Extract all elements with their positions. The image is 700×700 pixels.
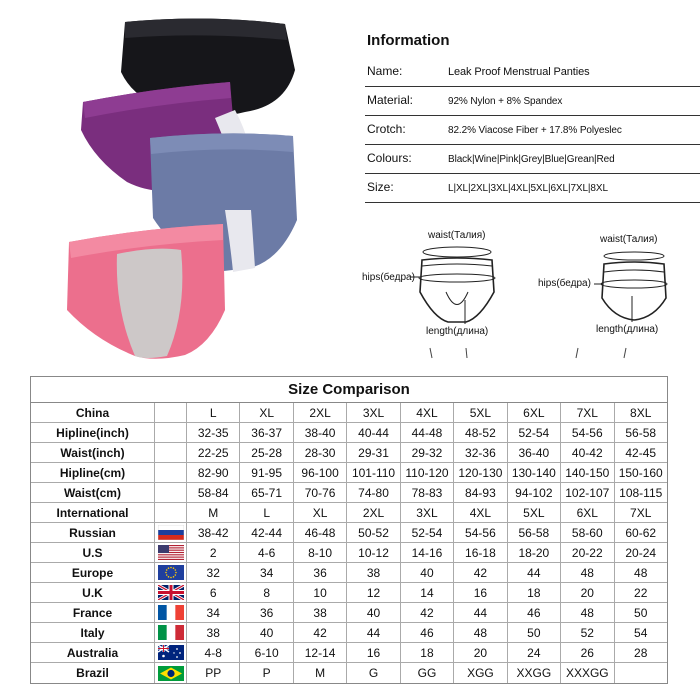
table-cell: 4-6: [240, 543, 293, 562]
table-row: [31, 663, 667, 683]
info-value: Black|Wine|Pink|Grey|Blue|Grean|Red: [448, 154, 615, 165]
table-cell: 18: [401, 643, 454, 662]
size-table-body: [31, 403, 667, 683]
info-row-size: [365, 174, 700, 203]
info-row-name: [365, 58, 700, 87]
table-cell: 40: [401, 563, 454, 582]
info-row-colours: [365, 145, 700, 174]
table-cell: 42-45: [625, 445, 657, 460]
table-cell: 120-130: [454, 463, 507, 482]
waist-label: waist(Талия): [600, 234, 658, 245]
table-cell: 44-48: [401, 423, 454, 442]
table-cell: PP: [187, 663, 240, 683]
table-cell: 6: [187, 583, 240, 602]
measurement-diagram-left: [362, 222, 532, 362]
table-cell: 84-93: [454, 483, 507, 502]
table-cell: XXGG: [508, 663, 561, 683]
table-cell: 38-40: [294, 423, 347, 442]
table-cell: 94-102: [508, 483, 561, 502]
table-row: [31, 423, 667, 443]
table-row: [31, 583, 667, 603]
table-cell: 52-54: [508, 423, 561, 442]
table-row: [31, 623, 667, 643]
table-cell: 5XL: [508, 503, 561, 522]
row-label: U.S: [31, 543, 155, 562]
table-cell: 20-24: [625, 545, 657, 560]
table-cell: 36: [294, 563, 347, 582]
table-cell: 42: [294, 623, 347, 642]
table-cell: 44: [454, 603, 507, 622]
flag-cell: [155, 483, 187, 502]
table-cell: 54-56: [561, 423, 614, 442]
table-cell: 4XL: [454, 503, 507, 522]
table-cell: 36: [240, 603, 293, 622]
table-cell: 20-22: [561, 543, 614, 562]
table-cell: 38: [294, 603, 347, 622]
table-cell: 54-56: [454, 523, 507, 542]
table-cell: 44: [508, 563, 561, 582]
table-cell: 32-35: [187, 423, 240, 442]
table-cell: 48: [634, 565, 648, 580]
info-label: Name:: [367, 64, 403, 78]
table-cell: 60-62: [625, 525, 657, 540]
table-cell: 38: [347, 563, 400, 582]
table-row: [31, 403, 667, 423]
table-cell: 10: [294, 583, 347, 602]
table-cell: 8: [240, 583, 293, 602]
flag-cell: [155, 463, 187, 482]
table-cell: 46: [508, 603, 561, 622]
table-row: [31, 543, 667, 563]
table-cell: 58-60: [561, 523, 614, 542]
table-cell: XL: [294, 503, 347, 522]
table-cell: 3XL: [347, 403, 400, 422]
product-photo: [55, 10, 350, 365]
uk-flag-icon: [158, 585, 184, 600]
row-label: U.K: [31, 583, 155, 602]
table-cell: 108-115: [619, 485, 663, 500]
table-row: [31, 643, 667, 663]
row-label: Waist(inch): [31, 443, 155, 462]
table-cell: 12: [347, 583, 400, 602]
table-cell: 102-107: [561, 483, 614, 502]
france-flag-icon: [158, 605, 184, 620]
flag-cell: [155, 603, 187, 622]
table-cell: 36-40: [508, 443, 561, 462]
table-cell: 16: [454, 583, 507, 602]
table-cell: 14-16: [401, 543, 454, 562]
table-cell: 29-32: [401, 443, 454, 462]
table-cell: 6-10: [240, 643, 293, 662]
table-cell: 34: [187, 603, 240, 622]
row-label: Hipline(cm): [31, 463, 155, 482]
table-cell: 18: [508, 583, 561, 602]
length-label: length(длина): [426, 326, 489, 337]
table-cell: 140-150: [561, 463, 614, 482]
row-label: Brazil: [31, 663, 155, 683]
table-cell: 56-58: [625, 425, 657, 440]
italy-flag-icon: [158, 625, 184, 640]
table-cell: [615, 663, 667, 683]
flag-cell: [155, 543, 187, 562]
table-cell: 36-37: [240, 423, 293, 442]
size-table-title: Size Comparison: [31, 377, 667, 403]
flag-cell: [155, 503, 187, 522]
australia-flag-icon: [158, 645, 184, 660]
table-cell: 48: [561, 603, 614, 622]
pink-panty-image: [67, 224, 225, 359]
info-label: Crotch:: [367, 122, 406, 136]
table-cell: 28-30: [294, 443, 347, 462]
table-cell: 50: [634, 605, 648, 620]
table-cell: L: [240, 503, 293, 522]
table-cell: 130-140: [508, 463, 561, 482]
table-cell: 26: [561, 643, 614, 662]
row-label: China: [31, 403, 155, 422]
table-cell: 7XL: [630, 505, 652, 520]
table-row: [31, 603, 667, 623]
table-cell: 48-52: [454, 423, 507, 442]
table-cell: 14: [401, 583, 454, 602]
info-value: L|XL|2XL|3XL|4XL|5XL|6XL|7XL|8XL: [448, 183, 608, 194]
table-cell: XL: [240, 403, 293, 422]
row-label: Hipline(inch): [31, 423, 155, 442]
table-cell: 40-42: [561, 443, 614, 462]
table-cell: 7XL: [561, 403, 614, 422]
table-cell: 20: [454, 643, 507, 662]
hips-label: hips(бедра): [538, 278, 591, 289]
brazil-flag-icon: [158, 666, 184, 681]
table-cell: GG: [401, 663, 454, 683]
table-cell: 38-42: [187, 523, 240, 542]
table-cell: 4-8: [187, 643, 240, 662]
row-label: Europe: [31, 563, 155, 582]
info-value: 92% Nylon + 8% Spandex: [448, 96, 563, 107]
hips-label: hips(бедра): [362, 272, 415, 283]
table-cell: 78-83: [401, 483, 454, 502]
table-cell: 40-44: [347, 423, 400, 442]
table-row: [31, 503, 667, 523]
size-comparison-table: [30, 376, 668, 684]
table-cell: 54: [634, 625, 648, 640]
info-label: Material:: [367, 93, 414, 107]
table-cell: 101-110: [347, 463, 400, 482]
table-cell: 52-54: [401, 523, 454, 542]
row-label: Russian: [31, 523, 155, 542]
table-cell: 8XL: [630, 405, 652, 420]
table-row: [31, 463, 667, 483]
table-cell: 46: [401, 623, 454, 642]
table-cell: 52: [561, 623, 614, 642]
russia-flag-icon: [158, 525, 184, 540]
row-label: International: [31, 503, 155, 522]
table-cell: 24: [508, 643, 561, 662]
flag-cell: [155, 663, 187, 683]
table-row: [31, 523, 667, 543]
table-cell: 16-18: [454, 543, 507, 562]
table-cell: 48: [561, 563, 614, 582]
table-cell: 40: [347, 603, 400, 622]
table-cell: 82-90: [187, 463, 240, 482]
usa-flag-icon: [158, 545, 184, 560]
info-row-material: [365, 87, 700, 116]
table-cell: 22-25: [187, 443, 240, 462]
flag-cell: [155, 643, 187, 662]
table-row: [31, 483, 667, 503]
table-cell: 18-20: [508, 543, 561, 562]
flag-cell: [155, 623, 187, 642]
table-cell: 65-71: [240, 483, 293, 502]
table-cell: 40: [240, 623, 293, 642]
table-cell: XGG: [454, 663, 507, 683]
info-label: Colours:: [367, 151, 412, 165]
table-cell: 91-95: [240, 463, 293, 482]
table-cell: 32-36: [454, 443, 507, 462]
table-cell: 110-120: [401, 463, 454, 482]
flag-cell: [155, 583, 187, 602]
table-cell: G: [347, 663, 400, 683]
table-cell: 70-76: [294, 483, 347, 502]
table-cell: 8-10: [294, 543, 347, 562]
table-cell: P: [240, 663, 293, 683]
table-cell: 74-80: [347, 483, 400, 502]
table-cell: 3XL: [401, 503, 454, 522]
table-cell: 28: [634, 645, 648, 660]
row-label: Australia: [31, 643, 155, 662]
table-cell: 29-31: [347, 443, 400, 462]
table-cell: 20: [561, 583, 614, 602]
table-cell: 2: [187, 543, 240, 562]
table-cell: 2XL: [294, 403, 347, 422]
row-label: Waist(cm): [31, 483, 155, 502]
table-cell: 46-48: [294, 523, 347, 542]
length-label: length(длина): [596, 324, 659, 335]
table-row: [31, 563, 667, 583]
table-cell: 12-14: [294, 643, 347, 662]
table-cell: 48: [454, 623, 507, 642]
table-cell: 5XL: [454, 403, 507, 422]
measurement-diagram-right: [536, 222, 700, 362]
table-cell: 4XL: [401, 403, 454, 422]
table-cell: 6XL: [561, 503, 614, 522]
table-cell: 10-12: [347, 543, 400, 562]
table-cell: M: [294, 663, 347, 683]
table-cell: 96-100: [294, 463, 347, 482]
flag-cell: [155, 523, 187, 542]
table-cell: 22: [634, 585, 648, 600]
eu-flag-icon: [158, 565, 184, 580]
table-cell: 50-52: [347, 523, 400, 542]
table-cell: 42-44: [240, 523, 293, 542]
info-title: Information: [367, 32, 450, 49]
flag-cell: [155, 443, 187, 462]
table-cell: 34: [240, 563, 293, 582]
info-row-crotch: [365, 116, 700, 145]
table-cell: XXXGG: [561, 663, 614, 683]
flag-cell: [155, 563, 187, 582]
flag-cell: [155, 423, 187, 442]
table-cell: 32: [187, 563, 240, 582]
table-cell: 150-160: [618, 465, 663, 480]
table-cell: 2XL: [347, 503, 400, 522]
table-cell: 50: [508, 623, 561, 642]
row-label: Italy: [31, 623, 155, 642]
table-cell: 44: [347, 623, 400, 642]
table-cell: 16: [347, 643, 400, 662]
table-cell: 58-84: [187, 483, 240, 502]
table-cell: 56-58: [508, 523, 561, 542]
flag-cell: [155, 403, 187, 422]
table-cell: M: [187, 503, 240, 522]
row-label: France: [31, 603, 155, 622]
table-cell: 38: [187, 623, 240, 642]
info-label: Size:: [367, 180, 394, 194]
table-cell: L: [187, 403, 240, 422]
table-cell: 25-28: [240, 443, 293, 462]
info-value: Leak Proof Menstrual Panties: [448, 66, 590, 78]
table-cell: 42: [401, 603, 454, 622]
table-cell: 6XL: [508, 403, 561, 422]
info-value: 82.2% Viacose Fiber + 17.8% Polyeslec: [448, 125, 622, 136]
table-cell: 42: [454, 563, 507, 582]
panty-outline-icon: [362, 222, 532, 362]
table-row: [31, 443, 667, 463]
waist-label: waist(Талия): [428, 230, 486, 241]
